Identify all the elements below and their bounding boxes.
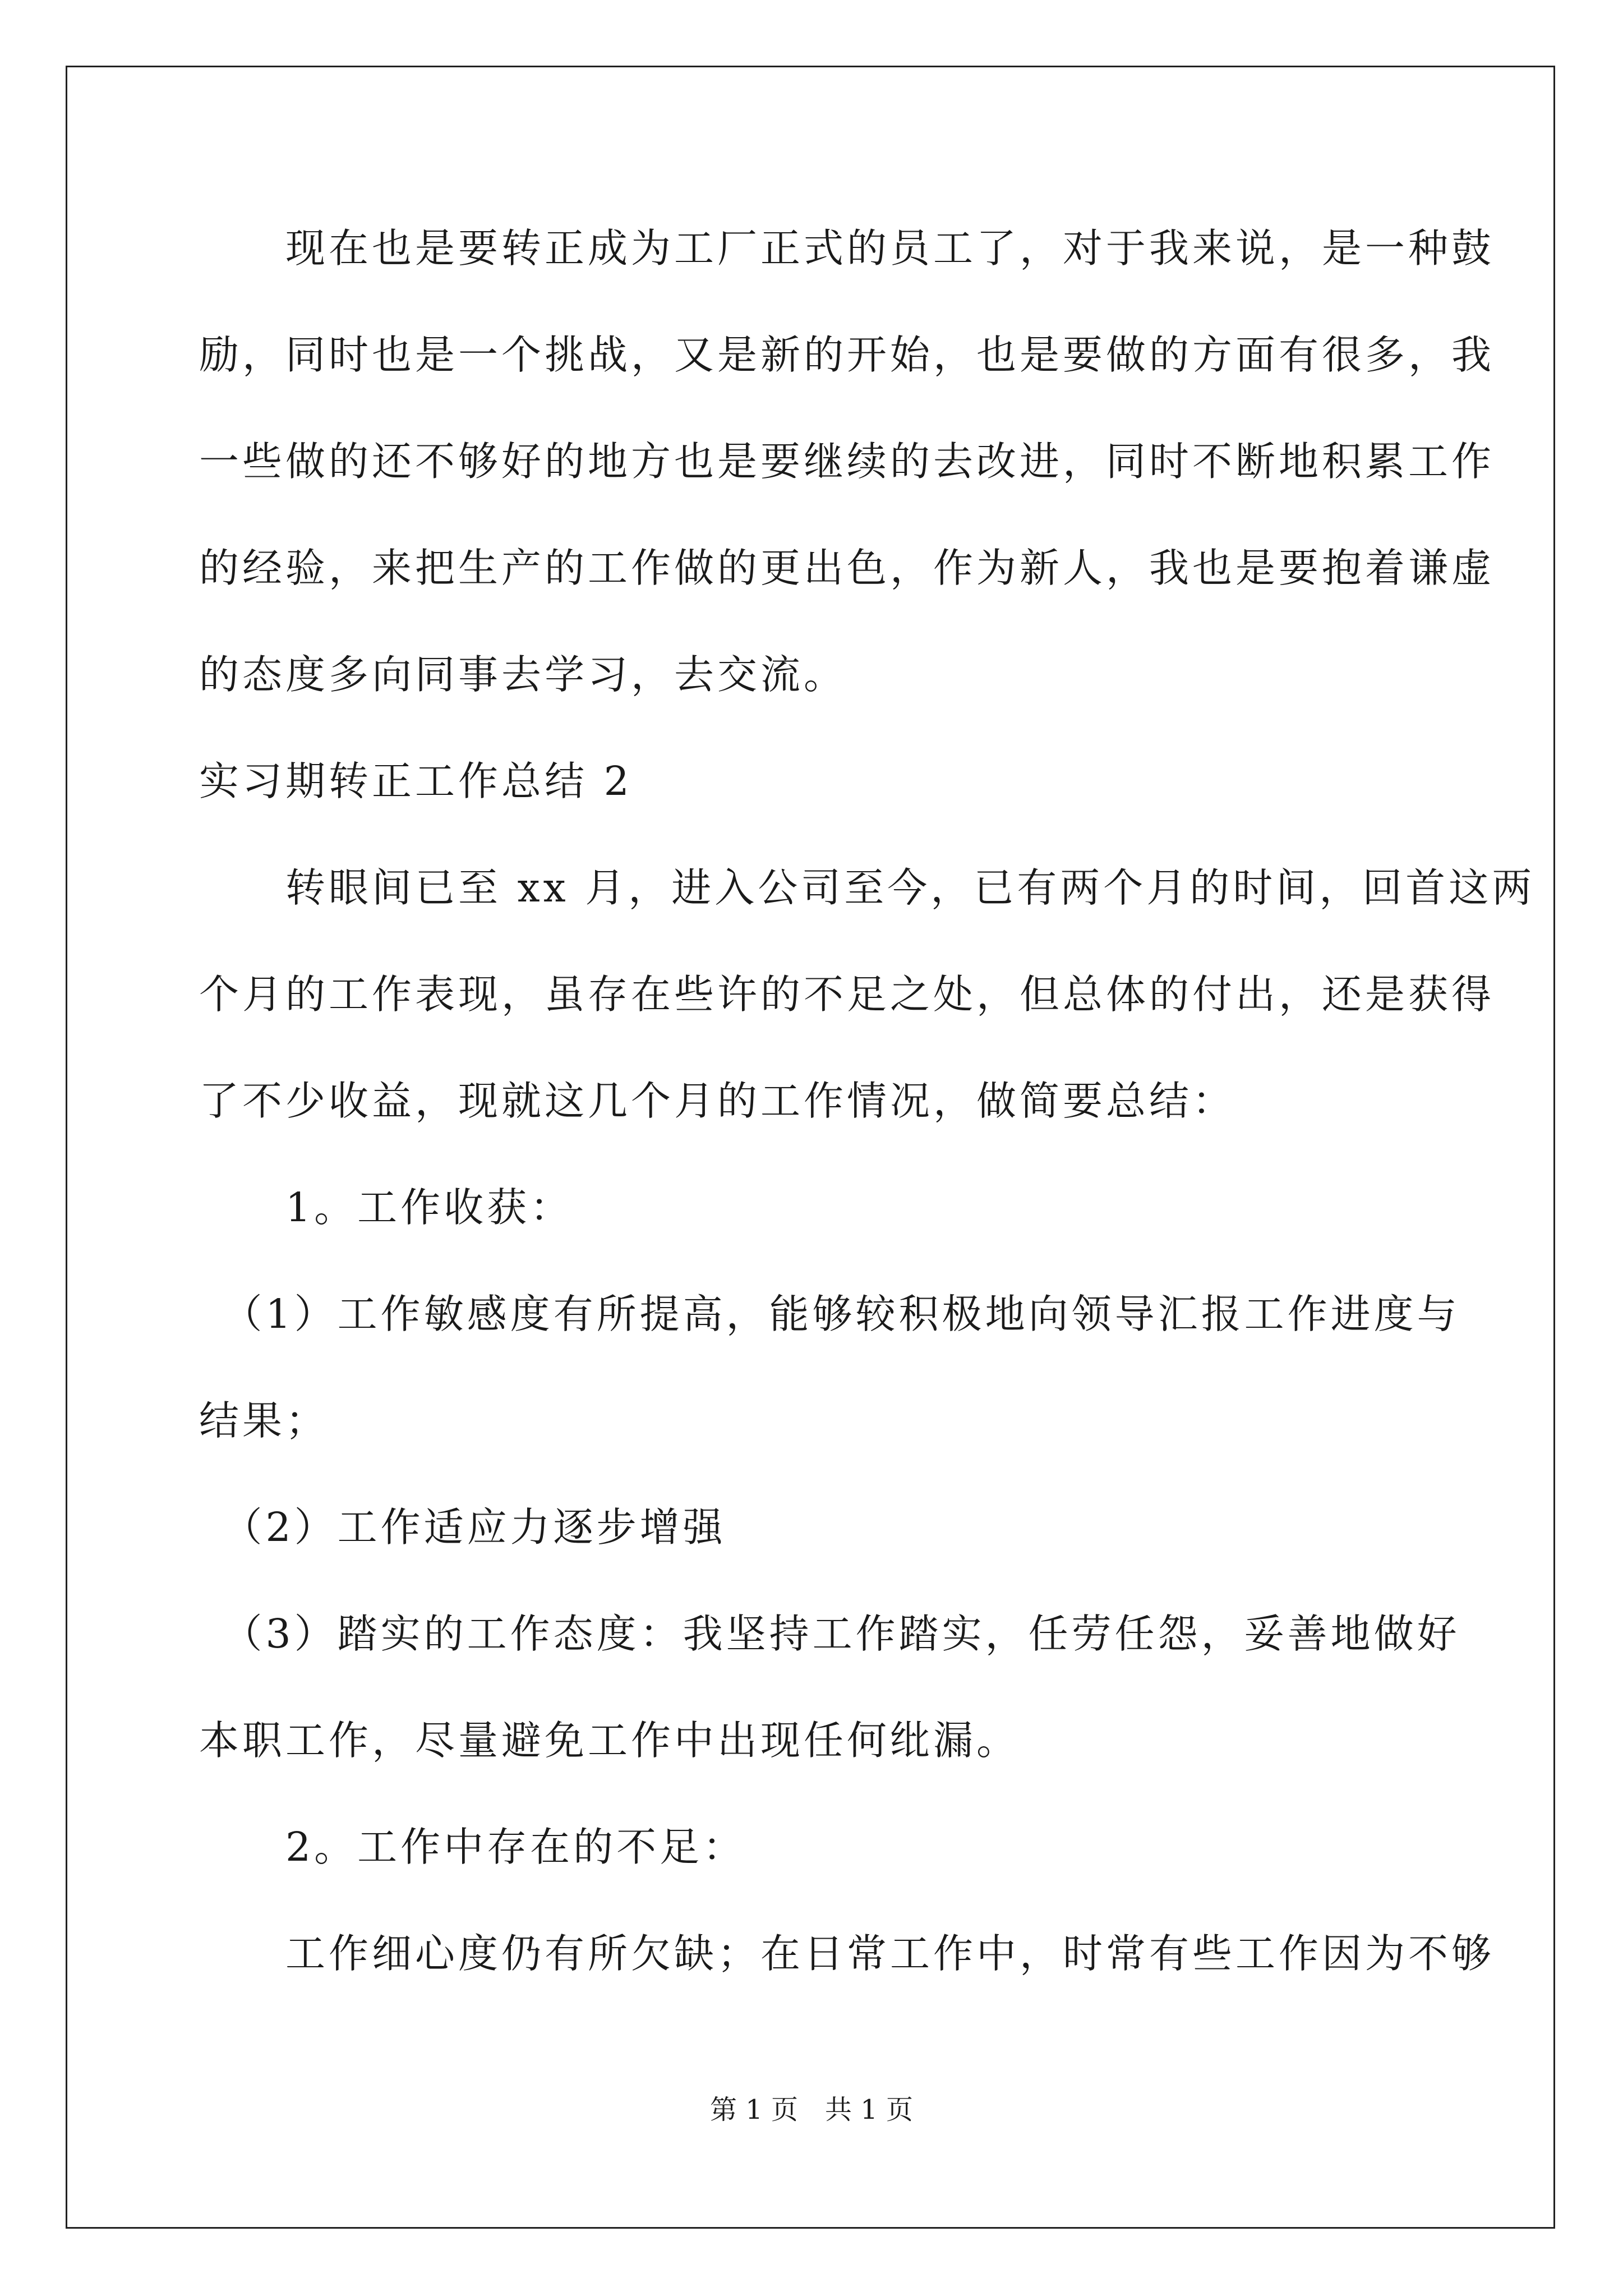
paragraph-line: 个月的工作表现，虽存在些许的不足之处，但总体的付出，还是获得 [199, 971, 1495, 1018]
list-item: 结果； [199, 1397, 329, 1444]
paragraph-line: 了不少收益，现就这几个月的工作情况，做简要总结： [199, 1078, 1236, 1124]
list-item: （3）踏实的工作态度：我坚持工作踏实，任劳任怨，妥善地做好 [199, 1611, 1460, 1657]
paragraph-line: 转眼间已至 xx 月，进入公司至今，已有两个月的时间，回首这两 [199, 864, 1536, 911]
list-item: （2）工作适应力逐步增强 [199, 1504, 726, 1550]
list-heading: 1。工作收获： [199, 1184, 574, 1231]
paragraph-line: 的经验，来把生产的工作做的更出色，作为新人，我也是要抱着谦虚 [199, 545, 1495, 591]
list-item: （1）工作敏感度有所提高，能够较积极地向领导汇报工作进度与 [199, 1291, 1460, 1337]
paragraph-line: 一些做的还不够好的地方也是要继续的去改进，同时不断地积累工作 [199, 438, 1495, 485]
page-border [66, 66, 1555, 2229]
section-heading: 实习期转正工作总结 2 [199, 758, 633, 804]
paragraph-line: 的态度多向同事去学习，去交流。 [199, 651, 847, 698]
page-number-footer: 第 1 页 共 1 页 [709, 2094, 914, 2125]
list-item: 本职工作，尽量避免工作中出现任何纰漏。 [199, 1717, 1020, 1764]
paragraph-line: 现在也是要转正成为工厂正式的员工了，对于我来说，是一种鼓 [199, 225, 1495, 272]
list-heading: 2。工作中存在的不足： [199, 1824, 746, 1870]
paragraph-line: 工作细心度仍有所欠缺；在日常工作中，时常有些工作因为不够 [199, 1930, 1495, 1977]
paragraph-line: 励，同时也是一个挑战，又是新的开始，也是要做的方面有很多，我 [199, 332, 1495, 378]
